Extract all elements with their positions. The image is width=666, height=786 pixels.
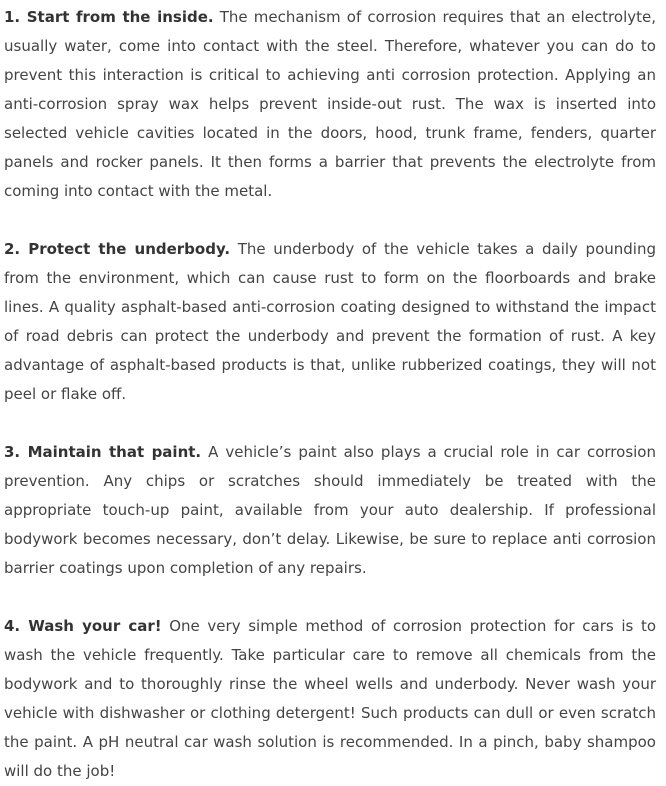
tip-text-4: One very simple method of corrosion protection for cars is to wash the vehicle frequently. Take particular care to remove all chemicals from the bodywork and to thoroughly rinse the wheel wells and underbody. Never wash your vehicle with dishwasher or clothing detergent! Such products can dull or even scratch the paint. A pH neutral car wash solution is recommended. In a pinch, baby shampoo will do the job!: [4, 617, 657, 780]
tip-paragraph-4: [4, 612, 656, 786]
tip-paragraph-3: [4, 438, 656, 583]
tip-heading-1: 1. Start from the inside.: [4, 8, 214, 26]
tip-paragraph-2: [4, 235, 656, 409]
tip-text-2: The underbody of the vehicle takes a daily pounding from the environment, which can cause rust to form on the floorboards and brake lines. A quality asphalt-based anti-corrosion coating designed to withstand the impact of road debris can protect the underbody and prevent the formation of rust. A key advantage of asphalt-based products is that, unlike rubberized coatings, they will not peel or flake off.: [4, 240, 656, 403]
tip-text-1: The mechanism of corrosion requires that an electrolyte, usually water, come into contact with the steel. Therefore, whatever you can do to prevent this interaction is critical to achieving anti corrosion protection. Applying an anti-corrosion spray wax helps prevent inside-out rust. The wax is inserted into selected vehicle cavities located in the doors, hood, trunk frame, fenders, quarter panels and rocker panels. It then forms a barrier that prevents the electrolyte from coming into contact with the metal.: [4, 8, 656, 200]
tip-heading-3: 3. Maintain that paint.: [4, 443, 202, 461]
tip-text-3: A vehicle’s paint also plays a crucial role in car corrosion prevention. Any chips or scratches should immediately be treated with the appropriate touch-up paint, available from your auto dealership. If professional bodywork becomes necessary, don’t delay. Likewise, be sure to replace anti corrosion barrier coatings upon completion of any repairs.: [4, 443, 656, 577]
tip-paragraph-1: [4, 3, 656, 206]
tip-heading-4: 4. Wash your car!: [4, 617, 162, 635]
tip-heading-2: 2. Protect the underbody.: [4, 240, 231, 258]
